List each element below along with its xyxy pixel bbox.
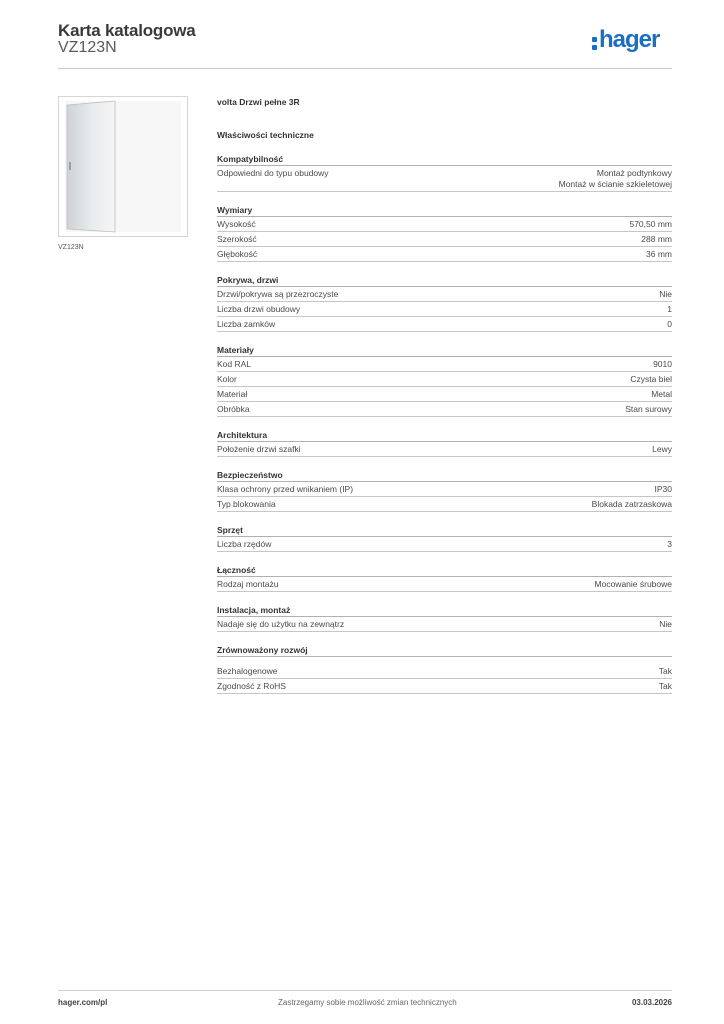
spec-value-line: Metal xyxy=(651,389,672,399)
spec-row xyxy=(217,217,672,232)
spec-value-line: Mocowanie śrubowe xyxy=(594,579,672,589)
spec-label: Głębokość xyxy=(217,249,258,259)
spec-label: Wysokość xyxy=(217,219,256,229)
spec-row xyxy=(217,402,672,417)
spec-label: Drzwi/pokrywa są przezroczyste xyxy=(217,289,339,299)
spec-label: Zgodność z RoHS xyxy=(217,681,286,691)
section-title: Pokrywa, drzwi xyxy=(217,274,672,287)
footer-website[interactable]: hager.com/pl xyxy=(58,998,108,1007)
spec-row xyxy=(217,372,672,387)
image-caption: VZ123N xyxy=(58,244,84,251)
spec-row xyxy=(217,232,672,247)
spec-label: Kolor xyxy=(217,374,237,384)
spec-value xyxy=(659,289,672,300)
spec-value xyxy=(559,168,672,190)
spec-label: Typ blokowania xyxy=(217,499,276,509)
spec-section xyxy=(217,344,672,417)
spec-value xyxy=(592,499,672,510)
logo-text: hager xyxy=(599,26,660,53)
spec-label: Klasa ochrony przed wnikaniem (IP) xyxy=(217,484,354,494)
hager-logo xyxy=(592,28,674,54)
spec-value-line: Czysta biel xyxy=(630,374,672,384)
header-divider xyxy=(58,68,672,69)
spec-value xyxy=(630,374,672,385)
spec-section xyxy=(217,564,672,592)
spec-value xyxy=(595,579,672,590)
product-code: VZ123N xyxy=(58,39,117,56)
spec-value xyxy=(655,484,673,495)
spec-section xyxy=(217,469,672,512)
spec-section xyxy=(217,524,672,552)
spec-value xyxy=(659,666,672,677)
spec-row xyxy=(217,247,672,262)
spec-label: Materiał xyxy=(217,389,248,399)
product-name: volta Drzwi pełne 3R xyxy=(217,97,300,107)
section-title: Architektura xyxy=(217,429,672,442)
spec-label: Położenie drzwi szafki xyxy=(217,444,301,454)
spec-value-line: 9010 xyxy=(653,359,672,369)
spec-value-line: Tak xyxy=(658,681,672,691)
spec-section xyxy=(217,644,672,694)
spec-value-line: Montaż w ścianie szkieletowej xyxy=(558,179,672,189)
product-image xyxy=(58,96,188,237)
spec-row xyxy=(217,166,672,192)
spec-row xyxy=(217,679,672,694)
spec-value xyxy=(625,404,672,415)
spec-value xyxy=(659,681,672,692)
section-title: Łączność xyxy=(217,564,672,577)
spec-row xyxy=(217,387,672,402)
spec-value-line: IP30 xyxy=(654,484,672,494)
spec-label: Bezhalogenowe xyxy=(217,666,278,676)
spec-label: Liczba rzędów xyxy=(217,539,272,549)
spec-value xyxy=(667,319,672,330)
spec-value xyxy=(641,234,672,245)
spec-row xyxy=(217,317,672,332)
footer-divider xyxy=(58,990,672,991)
spec-value-line: Tak xyxy=(658,666,672,676)
spec-value-line: 36 mm xyxy=(646,249,672,259)
spec-label: Szerokość xyxy=(217,234,257,244)
section-title: Instalacja, montaż xyxy=(217,604,672,617)
section-title: Zrównoważony rozwój xyxy=(217,644,672,657)
section-title: Sprzęt xyxy=(217,524,672,537)
section-title: Wymiary xyxy=(217,204,672,217)
spec-value xyxy=(659,619,672,630)
spec-row xyxy=(217,537,672,552)
spec-row xyxy=(217,442,672,457)
spec-row xyxy=(217,617,672,632)
spec-section xyxy=(217,604,672,632)
spec-section xyxy=(217,429,672,457)
spec-value xyxy=(629,219,672,230)
spec-value xyxy=(653,359,672,370)
tech-properties-title: Właściwości techniczne xyxy=(217,130,314,140)
footer-disclaimer: Zastrzegamy sobie możliwość zmian technicznych xyxy=(278,998,457,1007)
spec-row xyxy=(217,482,672,497)
section-title: Kompatybilność xyxy=(217,153,672,166)
spec-row xyxy=(217,357,672,372)
spec-value-line: 570,50 mm xyxy=(629,219,672,229)
spec-section xyxy=(217,274,672,332)
spec-label: Kod RAL xyxy=(217,359,252,369)
spec-label: Nadaje się do użytku na zewnątrz xyxy=(217,619,345,629)
spec-label: Rodzaj montażu xyxy=(217,579,279,589)
spec-value-line: Blokada zatrzaskowa xyxy=(591,499,672,509)
spec-label: Obróbka xyxy=(217,404,250,414)
spec-row xyxy=(217,664,672,679)
spec-value xyxy=(646,249,672,260)
section-title: Bezpieczeństwo xyxy=(217,469,672,482)
spec-value-line: Lewy xyxy=(652,444,672,454)
spec-value xyxy=(652,444,672,455)
spec-content xyxy=(217,96,672,694)
footer-date: 03.03.2026 xyxy=(631,998,672,1007)
logo-dots-icon xyxy=(592,37,598,51)
spec-row xyxy=(217,287,672,302)
section-title: Materiały xyxy=(217,344,672,357)
spec-value-line: Nie xyxy=(659,619,672,629)
spec-row xyxy=(217,302,672,317)
spec-value-line: 288 mm xyxy=(641,234,672,244)
page-title: Karta katalogowa xyxy=(58,21,196,40)
spec-label: Odpowiedni do typu obudowy xyxy=(217,168,329,178)
spec-label: Liczba zamków xyxy=(217,319,276,329)
spec-value xyxy=(667,304,672,315)
spec-value-line: Montaż podtynkowy xyxy=(596,168,672,178)
spec-value-line: 0 xyxy=(667,319,672,329)
spec-value-line: Nie xyxy=(659,289,672,299)
spec-value xyxy=(651,389,672,400)
spec-section xyxy=(217,153,672,192)
spec-row xyxy=(217,577,672,592)
spec-value-line: 1 xyxy=(667,304,672,314)
spec-section xyxy=(217,204,672,262)
spec-row xyxy=(217,497,672,512)
spec-sections xyxy=(217,153,672,694)
spec-value xyxy=(667,539,672,550)
spec-value-line: Stan surowy xyxy=(625,404,672,414)
spec-label: Liczba drzwi obudowy xyxy=(217,304,301,314)
spec-value-line: 3 xyxy=(667,539,672,549)
